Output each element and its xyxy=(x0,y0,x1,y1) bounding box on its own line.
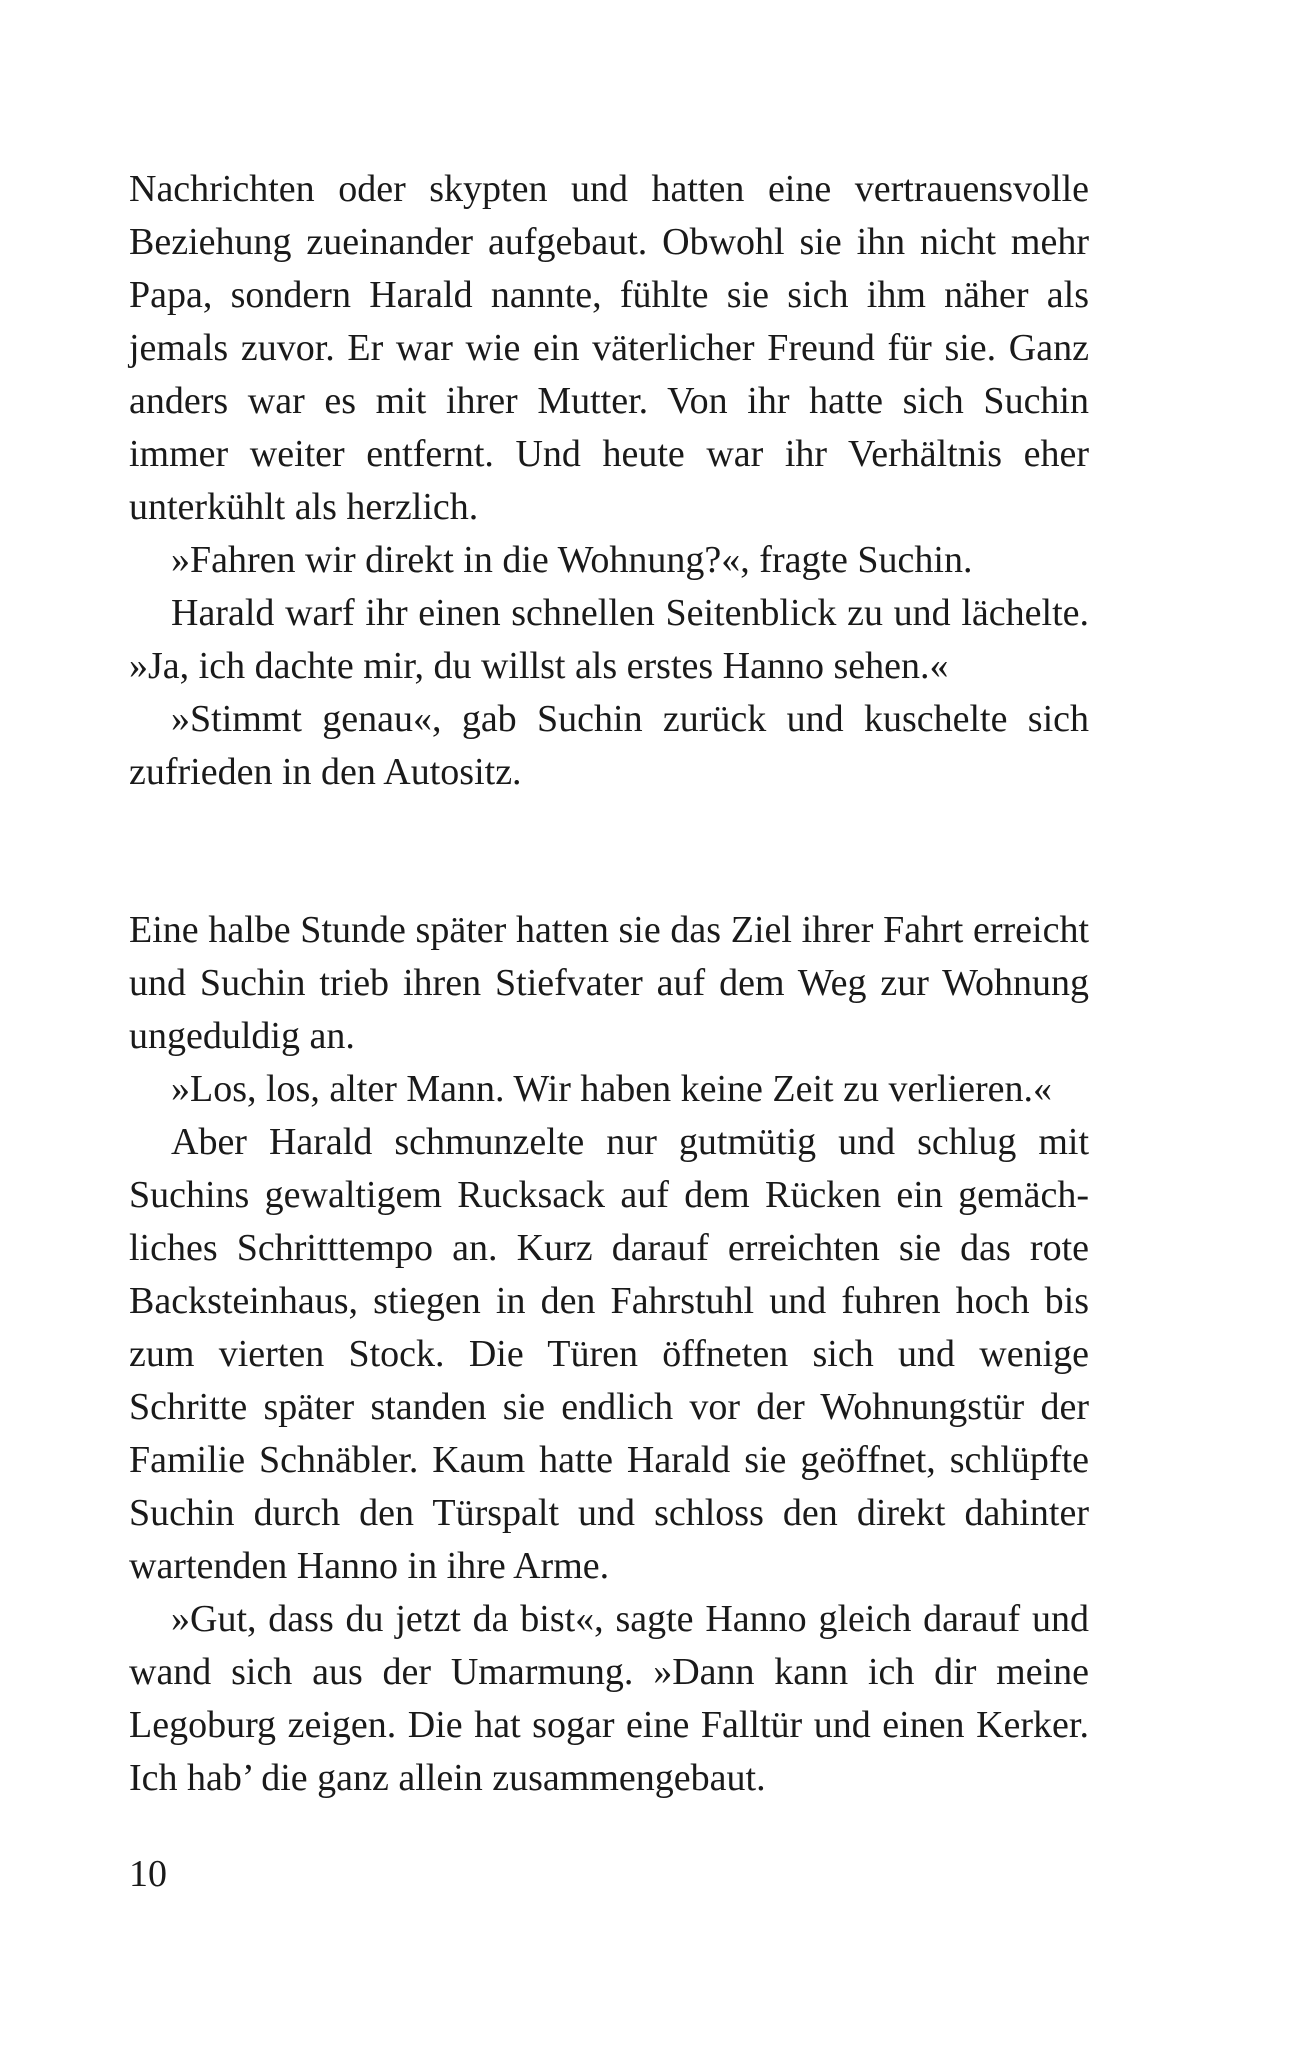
paragraph: »Los, los, alter Mann. Wir haben keine Zeit zu verlieren.« xyxy=(171,1068,1052,1110)
paragraph: Harald warf ihr einen schnellen Seitenblick zu und lächelte. »Ja, ich dachte mir, du willst als erstes Hanno sehen.« xyxy=(129,592,1089,687)
paragraph: Nachrichten oder skypten und hatten eine vertrauensvolle Beziehung zueinander aufgebaut. Obwohl sie ihn nicht mehr Papa, sondern Harald nannte, fühlte sie sich ihm näher als jemals zuvor. Er war wie ein väterlicher Freund für sie. Ganz anders war es mit ihrer Mutter. Von ihr hatte sich Suchin immer weiter entfernt. Und heute war ihr Verhältnis eher unterkühlt als herzlich. xyxy=(129,168,1089,528)
page-number: 10 xyxy=(129,1853,167,1895)
paragraph: »Stimmt genau«, gab Suchin zurück und kuschelte sich zufrieden in den Autositz. xyxy=(129,698,1089,793)
paragraph: Eine halbe Stunde später hatten sie das Ziel ihrer Fahrt erreicht und Suchin trieb ihren Stiefvater auf dem Weg zur Wohnung ungeduldig an. xyxy=(129,909,1089,1057)
text-section-1 xyxy=(129,163,1089,799)
paragraph: »Fahren wir direkt in die Wohnung?«, fragte Suchin. xyxy=(171,539,973,581)
paragraph: »Gut, dass du jetzt da bist«, sagte Hanno gleich darauf und wand sich aus der Umarmung. »Dann kann ich dir meine Legoburg zeigen. Die hat sogar eine Falltür und einen Kerker. Ich hab’ die ganz allein zusammengebaut. xyxy=(129,1598,1089,1799)
paragraph: Aber Harald schmunzelte nur gutmütig und schlug mit Suchins gewaltigem Rucksack auf dem Rücken ein gemächliches Schritttempo an. Kurz darauf erreichten sie das rote Backsteinhaus, stiegen in den Fahrstuhl und fuhren hoch bis zum vierten Stock. Die Türen öffneten sich und wenige Schritte später standen sie endlich vor der Wohnungstür der Familie Schnäbler. Kaum hatte Harald sie geöffnet, schlüpfte Suchin durch den Türspalt und schloss den direkt dahinter wartenden Hanno in ihre Arme. xyxy=(129,1121,1089,1587)
text-section-2 xyxy=(129,904,1089,1805)
